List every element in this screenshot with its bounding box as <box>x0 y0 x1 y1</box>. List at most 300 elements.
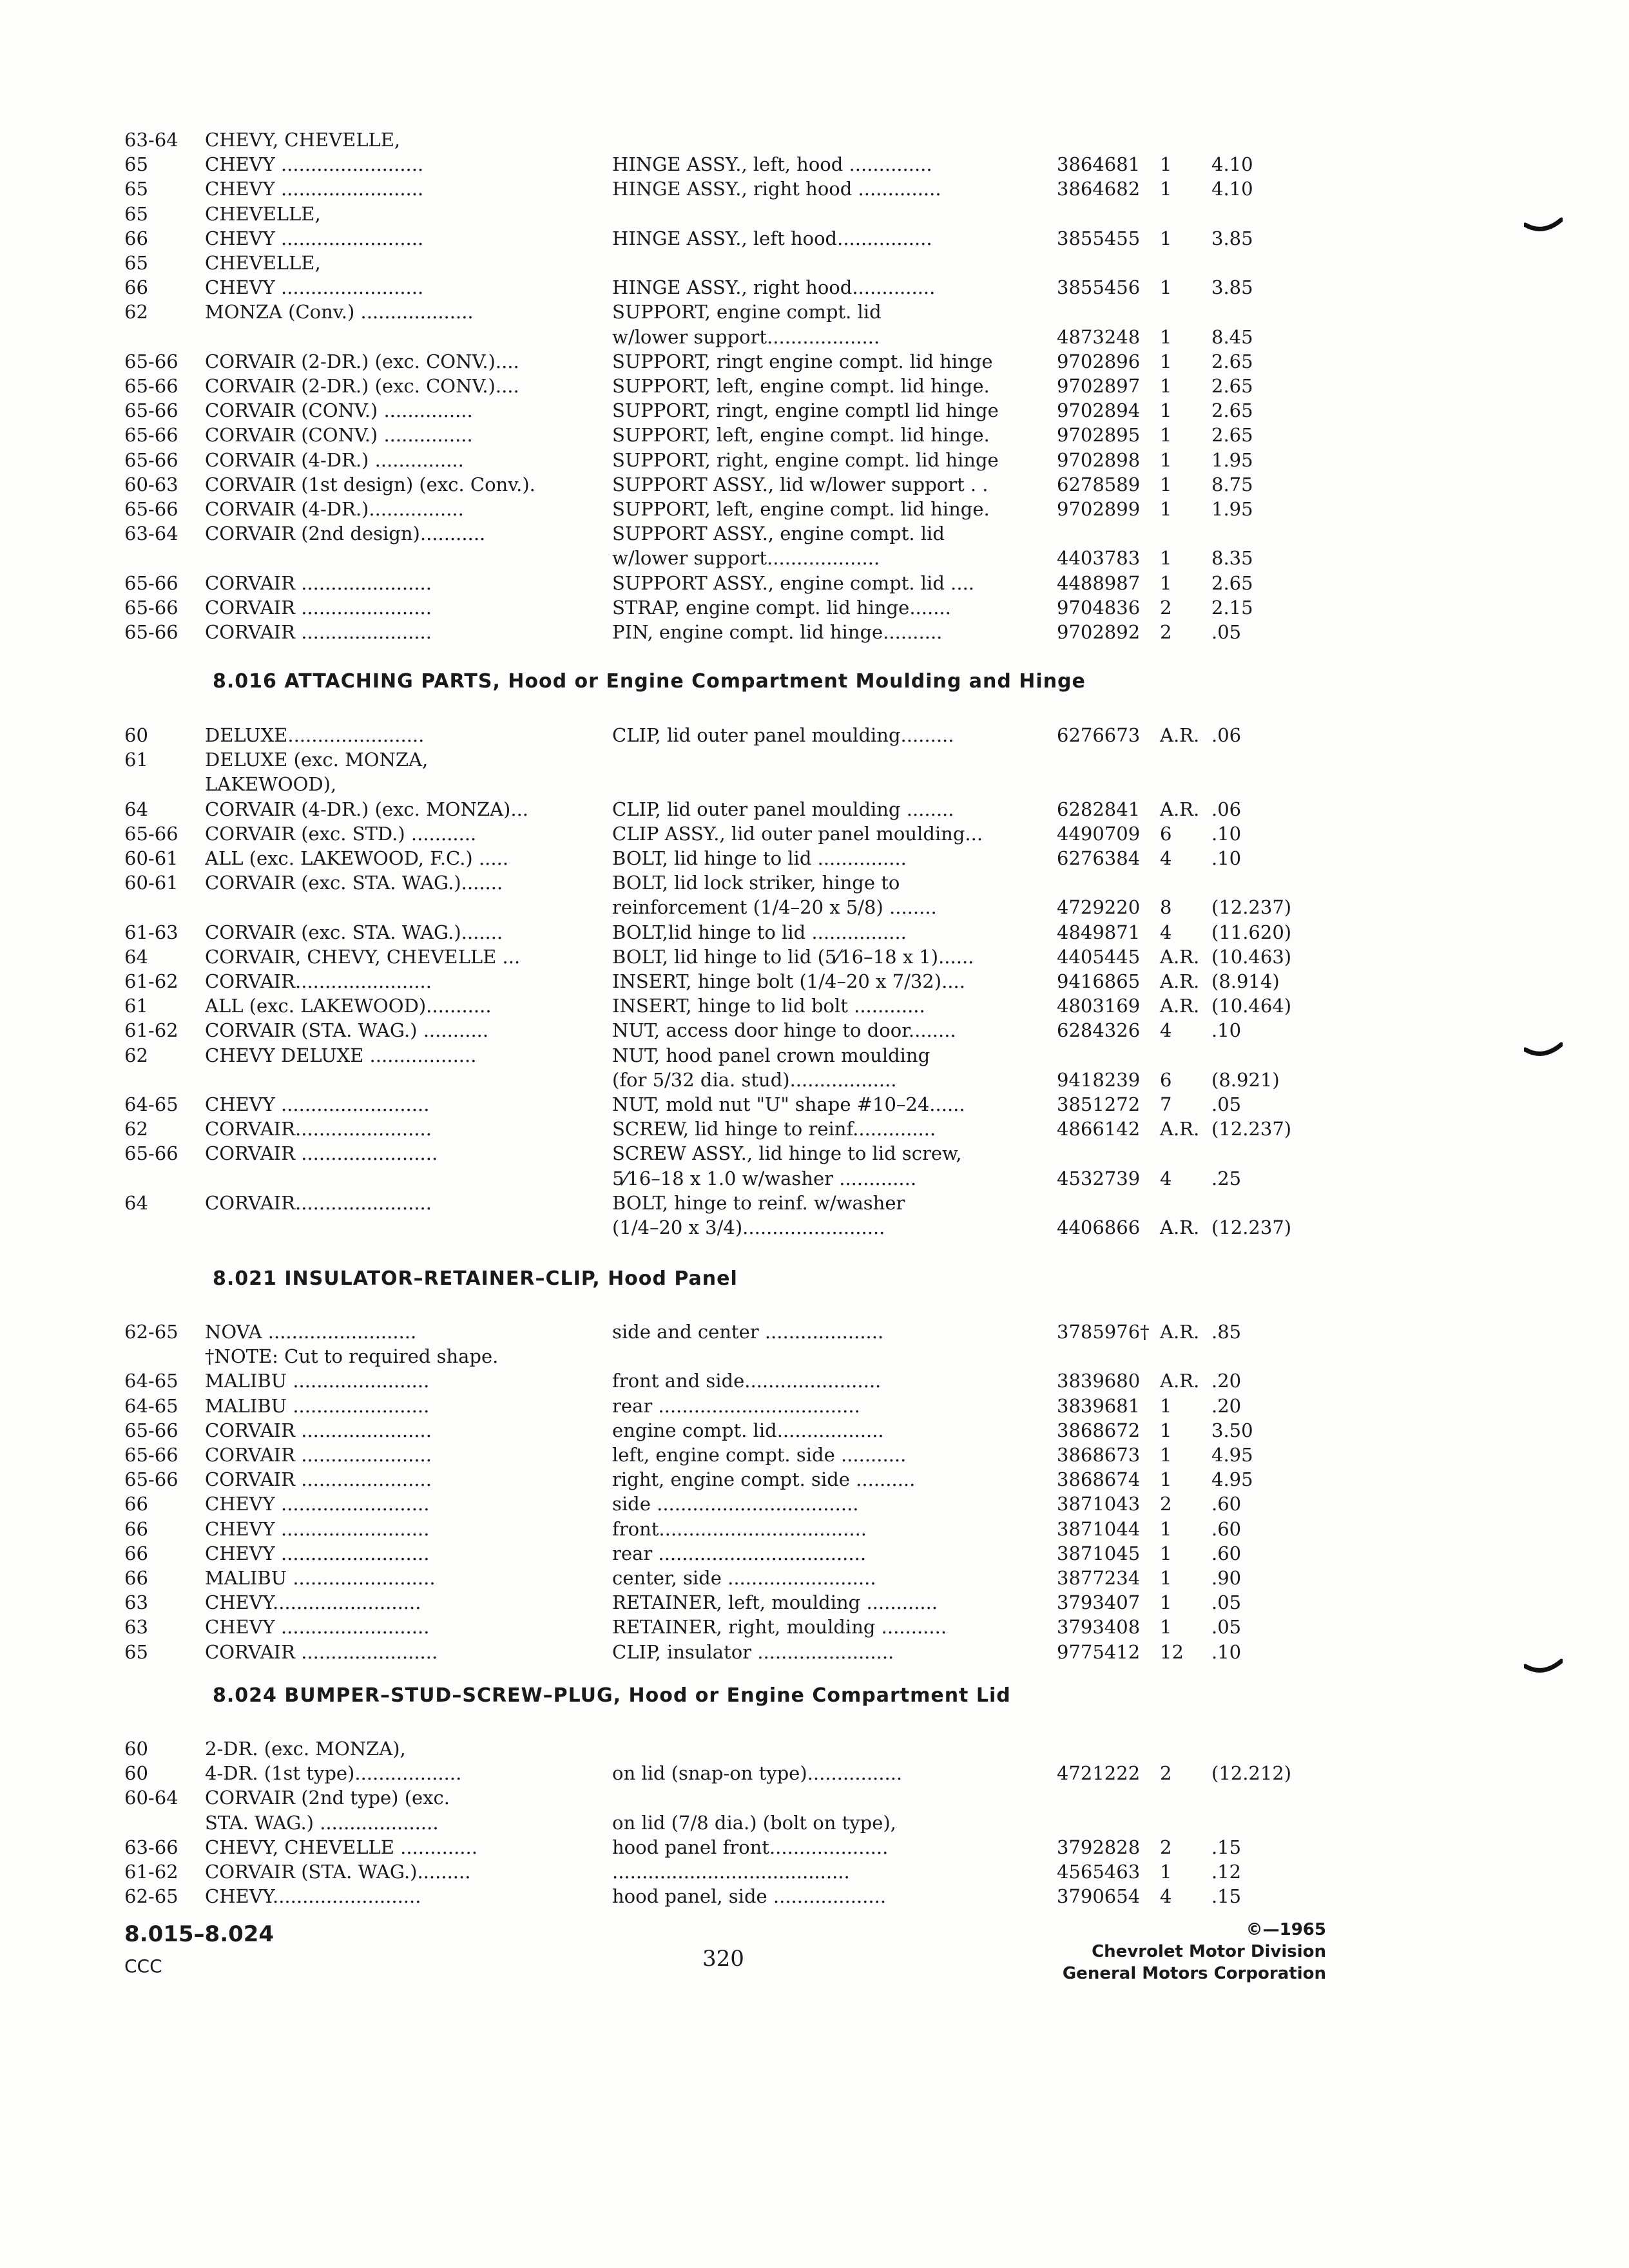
model-cell: CORVAIR (4-DR.) (exc. MONZA)... <box>205 798 529 820</box>
part-number-cell: 3868672 <box>1057 1419 1141 1441</box>
year-cell: 60 <box>124 1738 148 1760</box>
part-name-cell: front................................... <box>612 1517 867 1540</box>
part-number-cell: 6276673 <box>1057 724 1141 746</box>
year-cell: 61-62 <box>124 1019 178 1042</box>
part-number-cell: 3871044 <box>1057 1517 1141 1540</box>
part-name-cell: HINGE ASSY., right hood.............. <box>612 276 936 299</box>
part-number-cell: 3871045 <box>1057 1542 1141 1564</box>
price-cell: 8.75 <box>1211 473 1253 495</box>
publisher-block <box>1063 1919 1326 1984</box>
part-number-cell: 9702895 <box>1057 424 1141 447</box>
table-row <box>0 1811 1353 1835</box>
quantity-cell: 1 <box>1160 448 1172 471</box>
quantity-cell: 1 <box>1160 1591 1172 1614</box>
part-number-cell: 9702897 <box>1057 375 1141 397</box>
model-cell: CORVAIR ....................... <box>205 1142 438 1165</box>
price-cell: .25 <box>1211 1167 1242 1189</box>
part-name-cell: 5⁄16–18 x 1.0 w/washer ............. <box>612 1167 917 1189</box>
part-number-cell: 3790654 <box>1057 1885 1141 1908</box>
model-cell: CHEVY ......................... <box>205 1493 430 1515</box>
part-name-cell: rear ................................... <box>612 1542 867 1564</box>
table-row <box>0 1068 1353 1092</box>
part-number-cell: 3877234 <box>1057 1567 1141 1589</box>
quantity-cell: 1 <box>1160 325 1172 348</box>
quantity-cell: 8 <box>1160 896 1172 919</box>
year-cell: 66 <box>124 1567 148 1589</box>
table-row <box>0 152 1353 177</box>
price-cell: 4.95 <box>1211 1444 1253 1466</box>
table-row <box>0 275 1353 300</box>
part-name-cell: SCREW, lid hinge to reinf.............. <box>612 1118 936 1140</box>
part-number-cell: 4405445 <box>1057 945 1141 968</box>
year-cell: 65-66 <box>124 572 178 594</box>
price-cell: (12.237) <box>1211 896 1292 919</box>
model-cell: NOVA ......................... <box>205 1321 417 1343</box>
model-cell: CORVAIR (exc. STA. WAG.)....... <box>205 872 503 894</box>
price-cell: .06 <box>1211 798 1242 820</box>
price-cell: .10 <box>1211 1640 1242 1663</box>
price-cell: .15 <box>1211 1885 1242 1908</box>
price-cell: 2.65 <box>1211 375 1253 397</box>
section-heading-8-021: 8.021 INSULATOR–RETAINER–CLIP, Hood Panel <box>213 1267 738 1290</box>
price-cell: (12.237) <box>1211 1118 1292 1140</box>
part-name-cell: SUPPORT ASSY., engine compt. lid <box>612 523 945 545</box>
model-cell: CORVAIR ...................... <box>205 596 432 619</box>
part-name-cell: hood panel front.................... <box>612 1836 889 1858</box>
quantity-cell: 1 <box>1160 1468 1172 1491</box>
year-cell: 63-64 <box>124 129 178 151</box>
price-cell: 2.65 <box>1211 572 1253 594</box>
table-row <box>0 870 1353 895</box>
part-number-cell: 3868673 <box>1057 1444 1141 1466</box>
table-row <box>0 1043 1353 1068</box>
table-row <box>0 374 1353 398</box>
model-cell: CORVAIR (2nd design)........... <box>205 523 486 545</box>
year-cell: 65 <box>124 153 148 176</box>
table-row <box>0 251 1353 275</box>
year-cell: 64 <box>124 945 148 968</box>
year-cell: 63-66 <box>124 1836 178 1858</box>
table-row <box>0 546 1353 570</box>
model-cell: 2-DR. (exc. MONZA), <box>205 1738 406 1760</box>
table-row <box>0 1467 1353 1492</box>
year-cell: 65-66 <box>124 822 178 845</box>
part-name-cell: SUPPORT ASSY., engine compt. lid .... <box>612 572 975 594</box>
part-name-cell: SUPPORT, ringt, engine comptl lid hinge <box>612 399 999 422</box>
table-row <box>0 1590 1353 1615</box>
year-cell: 60-63 <box>124 473 178 495</box>
part-name-cell: rear .................................. <box>612 1394 860 1417</box>
part-name-cell: SUPPORT, right, engine compt. lid hinge <box>612 448 999 471</box>
year-cell: 60-61 <box>124 847 178 869</box>
price-cell: (10.464) <box>1211 995 1292 1017</box>
part-name-cell: SUPPORT, ringt engine compt. lid hinge <box>612 350 993 372</box>
part-number-cell: 9702894 <box>1057 399 1141 422</box>
part-number-cell: 4721222 <box>1057 1762 1141 1785</box>
table-row <box>0 398 1353 423</box>
model-cell: MONZA (Conv.) ................... <box>205 301 474 323</box>
year-cell: 65-66 <box>124 1444 178 1466</box>
model-cell: CORVAIR (4-DR.)................ <box>205 498 464 520</box>
model-cell: CHEVY ......................... <box>205 1093 430 1115</box>
model-cell: CHEVY ......................... <box>205 1542 430 1564</box>
part-name-cell: on lid (snap-on type)................ <box>612 1762 903 1785</box>
model-cell: CORVAIR (2-DR.) (exc. CONV.).... <box>205 350 519 372</box>
quantity-cell: 12 <box>1160 1640 1184 1663</box>
part-number-cell: 4488987 <box>1057 572 1141 594</box>
year-cell: 65-66 <box>124 448 178 471</box>
table-row <box>0 1640 1353 1664</box>
quantity-cell: 2 <box>1160 1836 1172 1858</box>
price-cell: .06 <box>1211 724 1242 746</box>
price-cell: .60 <box>1211 1517 1242 1540</box>
model-cell: CORVAIR....................... <box>205 1191 432 1214</box>
part-number-cell: 6284326 <box>1057 1019 1141 1042</box>
part-number-cell: 9704836 <box>1057 596 1141 619</box>
part-number-cell: 3793408 <box>1057 1616 1141 1639</box>
part-name-cell: INSERT, hinge bolt (1/4–20 x 7/32).... <box>612 970 965 992</box>
part-name-cell: SCREW ASSY., lid hinge to lid screw, <box>612 1142 962 1165</box>
price-cell: 3.50 <box>1211 1419 1253 1441</box>
table-row <box>0 448 1353 472</box>
part-number-cell: 3864682 <box>1057 178 1141 200</box>
quantity-cell: 1 <box>1160 399 1172 422</box>
model-cell: CORVAIR (4-DR.) ............... <box>205 448 464 471</box>
part-name-cell: RETAINER, left, moulding ............ <box>612 1591 938 1614</box>
model-cell: CHEVELLE, <box>205 252 321 274</box>
model-cell: CORVAIR ....................... <box>205 1640 438 1663</box>
table-row <box>0 226 1353 251</box>
price-cell: (12.237) <box>1211 1216 1292 1238</box>
part-name-cell: BOLT, lid hinge to lid (5⁄16–18 x 1)...... <box>612 945 974 968</box>
model-cell: CHEVY DELUXE .................. <box>205 1044 477 1066</box>
table-row <box>0 1166 1353 1191</box>
quantity-cell: 1 <box>1160 1517 1172 1540</box>
part-number-cell: 4403783 <box>1057 547 1141 570</box>
quantity-cell: 1 <box>1160 276 1172 299</box>
price-cell: .05 <box>1211 1093 1242 1115</box>
price-cell: 3.85 <box>1211 276 1253 299</box>
table-row <box>0 969 1353 994</box>
quantity-cell: 1 <box>1160 375 1172 397</box>
binding-hole-mark <box>1524 216 1563 242</box>
model-cell: STA. WAG.) .................... <box>205 1811 439 1834</box>
model-cell: CHEVY......................... <box>205 1885 421 1908</box>
part-name-cell: right, engine compt. side .......... <box>612 1468 916 1491</box>
copyright: ©—1965 <box>1246 1920 1326 1939</box>
year-cell: 60-64 <box>124 1787 178 1809</box>
quantity-cell: 1 <box>1160 1616 1172 1639</box>
year-cell: 61-62 <box>124 970 178 992</box>
year-cell: 63 <box>124 1591 148 1614</box>
year-cell: 65-66 <box>124 399 178 422</box>
quantity-cell: 1 <box>1160 153 1172 176</box>
quantity-cell: 1 <box>1160 227 1172 249</box>
quantity-cell: A.R. <box>1160 945 1200 968</box>
part-name-cell: SUPPORT, left, engine compt. lid hinge. <box>612 375 990 397</box>
price-cell: .20 <box>1211 1394 1242 1417</box>
part-name-cell: center, side ......................... <box>612 1567 876 1589</box>
part-number-cell: 9702892 <box>1057 621 1141 643</box>
table-row <box>0 1615 1353 1639</box>
part-name-cell: front and side....................... <box>612 1370 882 1392</box>
quantity-cell: 1 <box>1160 473 1172 495</box>
quantity-cell: 1 <box>1160 1567 1172 1589</box>
price-cell: (11.620) <box>1211 921 1292 943</box>
table-row <box>0 300 1353 324</box>
table-row <box>0 920 1353 945</box>
price-cell: 4.10 <box>1211 178 1253 200</box>
table-row <box>0 571 1353 595</box>
part-name-cell: BOLT, hinge to reinf. w/washer <box>612 1191 905 1214</box>
quantity-cell: 1 <box>1160 547 1172 570</box>
year-cell: 66 <box>124 1493 148 1515</box>
part-name-cell: STRAP, engine compt. lid hinge....... <box>612 596 951 619</box>
part-name-cell: NUT, hood panel crown moulding <box>612 1044 930 1066</box>
table-row <box>0 1492 1353 1516</box>
quantity-cell: 6 <box>1160 822 1172 845</box>
part-name-cell: HINGE ASSY., right hood .............. <box>612 178 941 200</box>
table-row <box>0 620 1353 644</box>
table-row <box>0 177 1353 201</box>
price-cell: .10 <box>1211 822 1242 845</box>
year-cell: 66 <box>124 276 148 299</box>
year-cell: 62-65 <box>124 1321 178 1343</box>
model-cell: CORVAIR (2nd type) (exc. <box>205 1787 450 1809</box>
table-row <box>0 202 1353 226</box>
table-row <box>0 1517 1353 1541</box>
model-cell: CHEVY ......................... <box>205 1517 430 1540</box>
table-row <box>0 945 1353 969</box>
quantity-cell: 6 <box>1160 1068 1172 1091</box>
quantity-cell: 2 <box>1160 596 1172 619</box>
quantity-cell: 1 <box>1160 1861 1172 1883</box>
price-cell: 8.45 <box>1211 325 1253 348</box>
quantity-cell: 7 <box>1160 1093 1172 1115</box>
quantity-cell: 1 <box>1160 1542 1172 1564</box>
price-cell: .15 <box>1211 1836 1242 1858</box>
part-name-cell: on lid (7/8 dia.) (bolt on type), <box>612 1811 896 1834</box>
model-cell: MALIBU ....................... <box>205 1370 430 1392</box>
table-row <box>0 1320 1353 1344</box>
table-row <box>0 472 1353 497</box>
model-cell: CHEVY ........................ <box>205 178 424 200</box>
model-cell: CORVAIR ...................... <box>205 1419 432 1441</box>
table-row <box>0 797 1353 822</box>
year-cell: 65-66 <box>124 596 178 619</box>
price-cell: .60 <box>1211 1542 1242 1564</box>
quantity-cell: 2 <box>1160 1762 1172 1785</box>
table-row <box>0 1736 1353 1761</box>
table-row <box>0 1191 1353 1215</box>
year-cell: 66 <box>124 1517 148 1540</box>
year-cell: 61 <box>124 995 148 1017</box>
part-name-cell: BOLT,lid hinge to lid ................ <box>612 921 907 943</box>
part-name-cell: reinforcement (1/4–20 x 5/8) ........ <box>612 896 937 919</box>
part-number-cell: 4490709 <box>1057 822 1141 845</box>
part-name-cell: INSERT, hinge to lid bolt ............ <box>612 995 925 1017</box>
part-number-cell: 4866142 <box>1057 1118 1141 1140</box>
price-cell: .60 <box>1211 1493 1242 1515</box>
year-cell: 63-64 <box>124 523 178 545</box>
year-cell: 65-66 <box>124 621 178 643</box>
model-cell: CHEVY ......................... <box>205 1616 430 1639</box>
table-row <box>0 772 1353 796</box>
part-number-cell: 9702896 <box>1057 350 1141 372</box>
year-cell: 64 <box>124 1191 148 1214</box>
part-name-cell: hood panel, side ................... <box>612 1885 887 1908</box>
price-cell: (8.921) <box>1211 1068 1280 1091</box>
part-name-cell: SUPPORT, engine compt. lid <box>612 301 882 323</box>
part-name-cell: NUT, mold nut "U" shape #10–24...... <box>612 1093 965 1115</box>
quantity-cell: A.R. <box>1160 1216 1200 1238</box>
model-cell: LAKEWOOD), <box>205 773 337 796</box>
table-row <box>0 1835 1353 1860</box>
quantity-cell: A.R. <box>1160 798 1200 820</box>
part-number-cell: 9702898 <box>1057 448 1141 471</box>
quantity-cell: 2 <box>1160 1493 1172 1515</box>
quantity-cell: A.R. <box>1160 1370 1200 1392</box>
model-cell: CORVAIR....................... <box>205 970 432 992</box>
table-row <box>0 1344 1353 1369</box>
quantity-cell: 1 <box>1160 572 1172 594</box>
part-name-cell: PIN, engine compt. lid hinge.......... <box>612 621 943 643</box>
part-number-cell: 3785976† <box>1057 1321 1150 1343</box>
table-row <box>0 1785 1353 1810</box>
part-name-cell: RETAINER, right, moulding ........... <box>612 1616 947 1639</box>
model-cell: CORVAIR ...................... <box>205 621 432 643</box>
part-name-cell: BOLT, lid lock striker, hinge to <box>612 872 900 894</box>
table-row <box>0 521 1353 546</box>
part-number-cell: 4532739 <box>1057 1167 1141 1189</box>
model-cell: CORVAIR, CHEVY, CHEVELLE ... <box>205 945 521 968</box>
quantity-cell: 4 <box>1160 847 1172 869</box>
price-cell: 1.95 <box>1211 448 1253 471</box>
table-row <box>0 497 1353 521</box>
quantity-cell: 1 <box>1160 424 1172 447</box>
part-number-cell: 9418239 <box>1057 1068 1141 1091</box>
part-number-cell: 4803169 <box>1057 995 1141 1017</box>
part-name-cell: CLIP ASSY., lid outer panel moulding... <box>612 822 983 845</box>
year-cell: 66 <box>124 227 148 249</box>
model-cell: CHEVY......................... <box>205 1591 421 1614</box>
price-cell: (8.914) <box>1211 970 1280 992</box>
year-cell: 66 <box>124 1542 148 1564</box>
part-number-cell: 4729220 <box>1057 896 1141 919</box>
year-cell: 65-66 <box>124 498 178 520</box>
part-number-cell: 3871043 <box>1057 1493 1141 1515</box>
table-row <box>0 1141 1353 1166</box>
table-row <box>0 349 1353 374</box>
part-name-cell: CLIP, lid outer panel moulding......... <box>612 724 954 746</box>
part-number-cell: 3851272 <box>1057 1093 1141 1115</box>
year-cell: 64 <box>124 798 148 820</box>
part-name-cell: SUPPORT, left, engine compt. lid hinge. <box>612 498 990 520</box>
table-row <box>0 747 1353 772</box>
quantity-cell: 4 <box>1160 1019 1172 1042</box>
part-name-cell: SUPPORT ASSY., lid w/lower support . . <box>612 473 988 495</box>
price-cell: (10.463) <box>1211 945 1292 968</box>
year-cell: 62 <box>124 1118 148 1140</box>
price-cell: .05 <box>1211 1616 1242 1639</box>
model-cell: 4-DR. (1st type).................. <box>205 1762 462 1785</box>
table-row <box>0 822 1353 846</box>
table-row <box>0 1541 1353 1566</box>
part-number-cell: 4406866 <box>1057 1216 1141 1238</box>
year-cell: 65 <box>124 202 148 225</box>
part-name-cell: w/lower support................... <box>612 325 880 348</box>
table-row <box>0 1884 1353 1908</box>
table-row <box>0 128 1353 152</box>
table-row <box>0 1761 1353 1785</box>
part-name-cell: left, engine compt. side ........... <box>612 1444 907 1466</box>
part-name-cell: BOLT, lid hinge to lid ............... <box>612 847 907 869</box>
table-row <box>0 595 1353 620</box>
part-name-cell: CLIP, insulator ....................... <box>612 1640 894 1663</box>
price-cell: .05 <box>1211 621 1242 643</box>
part-number-cell: 4873248 <box>1057 325 1141 348</box>
part-name-cell: HINGE ASSY., left hood................ <box>612 227 932 249</box>
table-row <box>0 1443 1353 1467</box>
model-cell: CORVAIR....................... <box>205 1118 432 1140</box>
year-cell: 60 <box>124 724 148 746</box>
quantity-cell: A.R. <box>1160 724 1200 746</box>
table-row <box>0 1394 1353 1418</box>
part-name-cell: (1/4–20 x 3/4)........................ <box>612 1216 885 1238</box>
model-cell: †NOTE: Cut to required shape. <box>205 1345 499 1368</box>
quantity-cell: A.R. <box>1160 995 1200 1017</box>
model-cell: ALL (exc. LAKEWOOD, F.C.) ..... <box>205 847 509 869</box>
part-number-cell: 3868674 <box>1057 1468 1141 1491</box>
table-row <box>0 1566 1353 1590</box>
part-number-cell: 3864681 <box>1057 153 1141 176</box>
part-name-cell: SUPPORT, left, engine compt. lid hinge. <box>612 424 990 447</box>
table-row <box>0 1215 1353 1240</box>
model-cell: CHEVY, CHEVELLE ............. <box>205 1836 477 1858</box>
table-row <box>0 895 1353 919</box>
model-cell: DELUXE (exc. MONZA, <box>205 749 429 771</box>
year-cell: 62-65 <box>124 1885 178 1908</box>
part-number-cell: 6278589 <box>1057 473 1141 495</box>
year-cell: 65-66 <box>124 375 178 397</box>
table-row <box>0 1418 1353 1443</box>
price-cell: .05 <box>1211 1591 1242 1614</box>
quantity-cell: 1 <box>1160 1394 1172 1417</box>
table-row <box>0 994 1353 1018</box>
year-cell: 62 <box>124 301 148 323</box>
page-number: 320 <box>702 1946 744 1972</box>
model-cell: CHEVY, CHEVELLE, <box>205 129 401 151</box>
year-cell: 61-62 <box>124 1861 178 1883</box>
price-cell: .10 <box>1211 1019 1242 1042</box>
price-cell: .12 <box>1211 1861 1242 1883</box>
part-name-cell: (for 5/32 dia. stud).................. <box>612 1068 897 1091</box>
model-cell: CORVAIR (CONV.) ............... <box>205 424 473 447</box>
year-cell: 65-66 <box>124 424 178 447</box>
year-cell: 60 <box>124 1762 148 1785</box>
year-cell: 64-65 <box>124 1093 178 1115</box>
year-cell: 61-63 <box>124 921 178 943</box>
model-cell: DELUXE....................... <box>205 724 425 746</box>
model-cell: CHEVY ........................ <box>205 153 424 176</box>
price-cell: .90 <box>1211 1567 1242 1589</box>
quantity-cell: 4 <box>1160 1167 1172 1189</box>
quantity-cell: A.R. <box>1160 1118 1200 1140</box>
table-row <box>0 1860 1353 1884</box>
part-number-cell: 3839681 <box>1057 1394 1141 1417</box>
model-cell: CORVAIR ...................... <box>205 1468 432 1491</box>
quantity-cell: 1 <box>1160 1444 1172 1466</box>
